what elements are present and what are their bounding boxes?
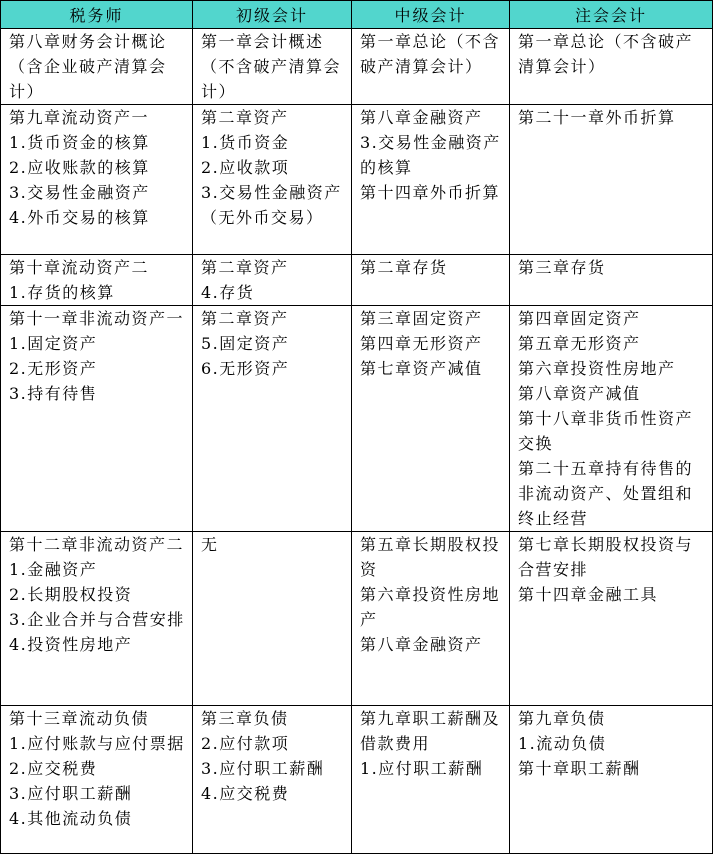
table-row	[1, 706, 713, 854]
cell-junior	[193, 29, 352, 105]
cell-line: 2.应付款项	[201, 734, 290, 753]
cell-line: 第二章存货	[360, 258, 448, 277]
cell-line: 第八章资产减值	[518, 384, 641, 403]
cell-cpa	[510, 306, 713, 532]
cell-junior	[193, 706, 352, 854]
cell-intermediate	[352, 306, 510, 532]
cell-line: 1.金融资产	[9, 560, 98, 579]
cell-line: 第六章投资性房地产	[360, 585, 501, 629]
cell-line: 4.投资性房地产	[9, 635, 133, 654]
cell-line: 2.应收账款的核算	[9, 158, 150, 177]
cell-line: 第四章无形资产	[360, 334, 483, 353]
cell-line: 第三章存货	[518, 258, 606, 277]
cell-line: 2.应交税费	[9, 759, 98, 778]
cell-cpa	[510, 706, 713, 854]
cell-line: 4.其他流动负债	[9, 809, 133, 828]
header-junior-accounting: 初级会计	[193, 1, 352, 29]
cell-line: 4.存货	[201, 283, 255, 302]
cell-line: 第五章无形资产	[518, 334, 641, 353]
cell-line: 第一章总论（不含破产清算会计）	[518, 32, 694, 76]
cell-line: 3.交易性金融资产	[201, 183, 342, 202]
cell-line: 2.无形资产	[9, 359, 98, 378]
cell-line: 第八章财务会计概论（含企业破产清算会计）	[9, 32, 167, 101]
cell-line: 1.存货的核算	[9, 283, 115, 302]
cell-intermediate	[352, 532, 510, 706]
cell-line: 第二十五章持有待售的非流动资产、处置组和终止经营	[518, 459, 694, 528]
cell-line: 第二章资产	[201, 108, 289, 127]
cell-line: 第十八章非货币性资产交换	[518, 409, 694, 453]
cell-line: 6.无形资产	[201, 359, 290, 378]
cell-line: 第十二章非流动资产二	[9, 535, 185, 554]
cell-tax-agent	[1, 105, 193, 255]
cell-line: 1.流动负债	[518, 734, 607, 753]
cell-line: 3.持有待售	[9, 384, 98, 403]
cell-cpa	[510, 532, 713, 706]
cell-cpa	[510, 29, 713, 105]
cell-intermediate	[352, 706, 510, 854]
cell-line: 第四章固定资产	[518, 309, 641, 328]
header-cpa-accounting: 注会会计	[510, 1, 713, 29]
cell-line: 3.交易性金融资产	[9, 183, 150, 202]
cell-line: 第十四章金融工具	[518, 585, 659, 604]
cell-line: 3.应付职工薪酬	[201, 759, 325, 778]
cell-line: 第五章长期股权投资	[360, 535, 501, 579]
cell-line: 第三章固定资产	[360, 309, 483, 328]
cell-line: 4.应交税费	[201, 784, 290, 803]
cell-junior	[193, 306, 352, 532]
cell-line: 1.应付账款与应付票据	[9, 734, 185, 753]
table-row	[1, 29, 713, 105]
cell-line: 第一章总论（不含破产清算会计）	[360, 32, 501, 76]
cell-line: 第十章流动资产二	[9, 258, 150, 277]
cell-line: 第十三章流动负债	[9, 709, 150, 728]
cell-line: 4.外币交易的核算	[9, 208, 150, 227]
cell-line: 第九章负债	[518, 709, 606, 728]
cell-junior	[193, 105, 352, 255]
cell-line: 1.应付职工薪酬	[360, 759, 484, 778]
cell-line: 第一章会计概述（不含破产清算会计）	[201, 32, 342, 101]
cell-line: 5.固定资产	[201, 334, 290, 353]
cell-line: 第二十一章外币折算	[518, 108, 676, 127]
cell-intermediate	[352, 105, 510, 255]
cell-line: 1.固定资产	[9, 334, 98, 353]
cell-tax-agent	[1, 706, 193, 854]
cell-line: 第十四章外币折算	[360, 183, 501, 202]
cell-tax-agent	[1, 29, 193, 105]
cell-tax-agent	[1, 306, 193, 532]
cell-intermediate	[352, 29, 510, 105]
header-row	[1, 1, 713, 29]
cell-line: 3.应付职工薪酬	[9, 784, 133, 803]
table-row	[1, 532, 713, 706]
cell-line: 1.货币资金	[201, 133, 290, 152]
table-row	[1, 105, 713, 255]
cell-line: 3.企业合并与合营安排	[9, 610, 185, 629]
cell-line: 第九章流动资产一	[9, 108, 150, 127]
cell-line: 第八章金融资产	[360, 635, 483, 654]
cell-line: 3.交易性金融资产的核算	[360, 133, 501, 177]
cell-cpa	[510, 255, 713, 306]
cell-cpa	[510, 105, 713, 255]
cell-junior	[193, 532, 352, 706]
cell-line: 1.货币资金的核算	[9, 133, 150, 152]
header-tax-agent: 税务师	[1, 1, 193, 29]
cell-tax-agent	[1, 255, 193, 306]
cell-tax-agent	[1, 532, 193, 706]
table-row	[1, 255, 713, 306]
cell-line: 2.应收款项	[201, 158, 290, 177]
cell-line: 第十章职工薪酬	[518, 759, 641, 778]
header-intermediate-accounting: 中级会计	[352, 1, 510, 29]
cell-junior	[193, 255, 352, 306]
cell-line: 第十一章非流动资产一	[9, 309, 185, 328]
cell-intermediate	[352, 255, 510, 306]
cell-line: 第九章职工薪酬及借款费用	[360, 709, 501, 753]
cell-line: 第七章长期股权投资与合营安排	[518, 535, 694, 579]
cell-line: （无外币交易）	[201, 208, 324, 227]
cell-line: 第七章资产减值	[360, 359, 483, 378]
cell-line: 第六章投资性房地产	[518, 359, 676, 378]
table-row	[1, 306, 713, 532]
cell-line: 第二章资产	[201, 309, 289, 328]
cell-line: 2.长期股权投资	[9, 585, 133, 604]
cell-line: 第八章金融资产	[360, 108, 483, 127]
table-body	[1, 29, 713, 854]
cell-line: 第三章负债	[201, 709, 289, 728]
cell-line: 第二章资产	[201, 258, 289, 277]
cell-line: 无	[201, 535, 219, 554]
